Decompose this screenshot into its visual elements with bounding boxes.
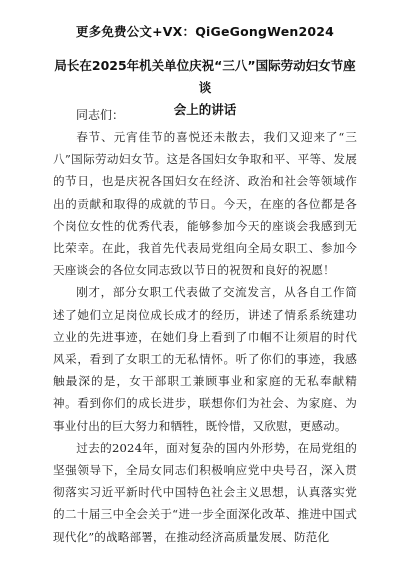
paragraph: 刚才，部分女职工代表做了交流发言，从各自工作简述了她们立足岗位成长成才的经历，讲述了情系系统建功立业的先进事迹，在她们身上看到了巾帼不让须眉的时代风采，看到了女职工的无私情怀。听了你们的事迹，我感触最深的是，女干部职工兼顾事业和家庭的无私奉献精神。看到你们的成长进步，联想你们为社会、为家庭、为事业付出的巨大努力和牺牲，既怜惜，又欣慰，更感动。 [53, 285, 357, 433]
salutation: 同志们： [76, 108, 125, 122]
paragraph: 过去的2024年，面对复杂的国内外形势，在局党组的坚强领导下，全局女同志们积极响应党中央号召，深入贯彻落实习近平新时代中国特色社会主义思想，认真落实党的二十届三中全会关于“进一步全面深化改革、推进中国式现代化”的战略部署，在推动经济高质量发展、防范化 [53, 440, 357, 544]
title-line-1: 局长在2025年机关单位庆祝“三八”国际劳动妇女节座谈 [54, 58, 356, 95]
watermark-header: 更多免费公文+VX：QiGeGongWen2024 [75, 24, 335, 39]
speech-body [53, 126, 357, 548]
title-line-2: 会上的讲话 [173, 102, 237, 117]
paragraph: 春节、元宵佳节的喜悦还未散去，我们又迎来了“三八”国际劳动妇女节。这是各国妇女争取和平、平等、发展的节日，也是庆祝各国妇女在经济、政治和社会等领域作出的贡献和取得的成就的节日。今天，在座的各位都是各个岗位女性的优秀代表，能够参加今天的座谈会我感到无比荣幸。在此，我首先代表局党组向全局女职工、参加今天座谈会的各位女同志致以节日的祝贺和良好的祝愿！ [53, 130, 357, 278]
